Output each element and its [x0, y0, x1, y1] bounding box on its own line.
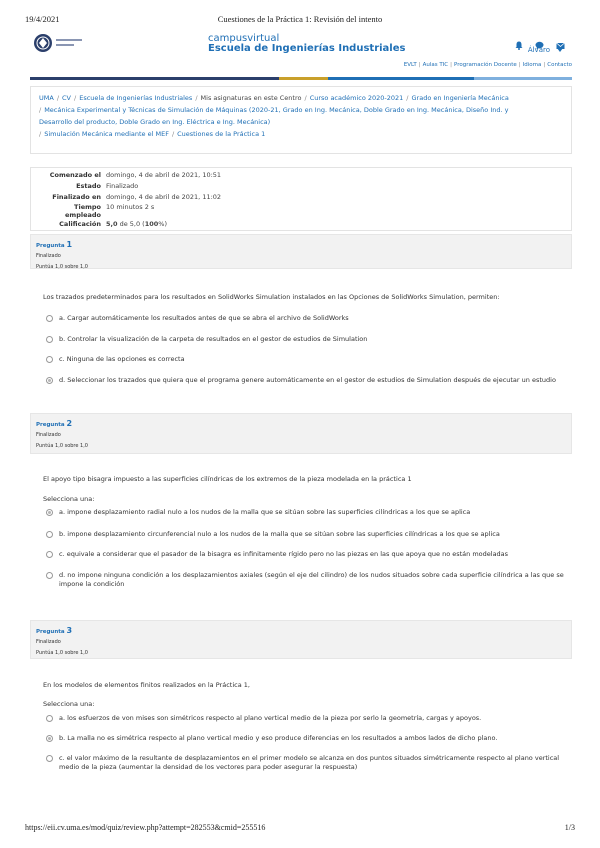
chevron-down-icon[interactable] — [557, 48, 563, 52]
link-aulas-tic[interactable]: Aulas TIC — [422, 62, 449, 68]
radio-button-selected[interactable] — [46, 509, 53, 516]
grade-value: 5,0 de 5,0 (100%) — [106, 220, 168, 228]
print-footer — [25, 823, 575, 835]
question-state: Finalizado — [36, 432, 61, 438]
question-text: En los modelos de elementos finitos realizados en la Práctica 1, — [43, 681, 250, 689]
answer-option[interactable]: b. Controlar la visualización de la carpeta de resultados en el gestor de estudios de Simulation — [46, 335, 566, 344]
finished-value: domingo, 4 de abril de 2021, 11:02 — [106, 193, 222, 201]
breadcrumb-course-cont[interactable]: Desarrollo del producto, Doble Grado en Ing. Eléctrica e Ing. Mecánica) — [39, 118, 271, 126]
answer-option[interactable]: c. el valor máximo de la resultante de desplazamientos en el primer modelo se alcanza en dos puntos situados simétricamente respecto al plano vertical medio de la pieza (aumentar la densidad de los vectores para poder asegurar la respuesta) — [46, 754, 566, 772]
bell-icon[interactable] — [515, 35, 523, 54]
breadcrumb: UMA / CV / Escuela de Ingenierías Industriales / Mis asignaturas en este Centro / Curso académico 2020-2021 / Grado en Ingeniería Mecánica / Mecánica Experimental y Técnicas de Simulación de Máquinas (2020-21, Grado en Ing. Mecánica, Doble Grado en Ing. Mecánica, Diseño Ind. y Desarrollo del producto, Doble Grado en Ing. Eléctrica e Ing. Mecánica) / Simulación Mecánica mediante el MEF / Cuestiones de la Práctica 1 — [30, 86, 572, 154]
site-header — [30, 30, 572, 76]
attempt-summary — [30, 167, 572, 231]
header-icons — [508, 35, 565, 45]
color-bar-segment — [328, 77, 474, 80]
breadcrumb-my-courses[interactable]: Mis asignaturas en este Centro — [200, 94, 302, 102]
answer-option[interactable]: d. no impone ninguna condición a los desplazamientos axiales (según el eje del cilindro) de los nudos situados sobre cada superficie cilíndrica a las que se impone la condición — [46, 571, 566, 589]
link-evlt[interactable]: EVLT — [403, 62, 417, 68]
time-label: Tiempo empleado — [65, 203, 101, 219]
grade-label: Calificación — [59, 220, 101, 228]
question-info — [30, 413, 572, 454]
radio-button-selected[interactable] — [46, 735, 53, 742]
answer-option[interactable]: a. los esfuerzos de von mises son simétricos respecto al plano vertical medio de la pieza por serlo la geometría, cargas y apoyos. — [46, 714, 566, 723]
color-bar-segment — [30, 77, 279, 80]
breadcrumb-course[interactable]: Mecánica Experimental y Técnicas de Simulación de Máquinas (2020-21, Grado en Ing. Mecánica, Doble Grado en Ing. Mecánica, Diseño Ind. y — [44, 106, 509, 114]
breadcrumb-section[interactable]: Simulación Mecánica mediante el MEF — [44, 130, 169, 138]
answer-option[interactable]: b. impone desplazamiento circunferencial nulo a los nudos de la malla que se sitúan sobre las superficies cilíndricas a los que se aplica — [46, 530, 566, 539]
answer-prompt: Selecciona una: — [43, 700, 95, 708]
answer-option[interactable]: c. equivale a considerar que el pasador de la bisagra es infinitamente rígido pero no las piezas en las que apoya que no están modeladas — [46, 550, 566, 559]
radio-button[interactable] — [46, 336, 53, 343]
question-number: Pregunta 3 — [36, 626, 73, 635]
state-value: Finalizado — [106, 182, 139, 190]
radio-button[interactable] — [46, 531, 53, 538]
started-value: domingo, 4 de abril de 2021, 10:51 — [106, 171, 222, 179]
question-info — [30, 234, 572, 269]
print-doc-title: Cuestiones de la Práctica 1: Revisión del intento — [217, 14, 383, 24]
print-page-number: 1/3 — [564, 823, 575, 832]
breadcrumb-degree[interactable]: Grado en Ingeniería Mecánica — [411, 94, 509, 102]
question-grade: Puntúa 1,0 sobre 1,0 — [36, 264, 88, 270]
color-bar-segment — [279, 77, 328, 80]
question-grade: Puntúa 1,0 sobre 1,0 — [36, 650, 88, 656]
breadcrumb-cv[interactable]: CV — [62, 94, 72, 102]
top-links: EVLT | Aulas TIC | Programación Docente | Idioma | Contacto — [403, 62, 572, 68]
breadcrumb-uma[interactable]: UMA — [39, 94, 54, 102]
state-label: Estado — [76, 182, 101, 190]
question-info — [30, 620, 572, 659]
started-label: Comenzado el — [49, 171, 101, 179]
answer-option[interactable]: d. Seleccionar los trazados que quiera que el programa genere automáticamente en el gestor de estudios de Simulation después de ejecutar un estudio — [46, 376, 566, 385]
question-state: Finalizado — [36, 639, 61, 645]
time-value: 10 minutos 2 s — [106, 203, 155, 211]
radio-button[interactable] — [46, 715, 53, 722]
campus-label: campusvirtual — [208, 33, 280, 44]
print-date: 19/4/2021 — [25, 14, 60, 24]
breadcrumb-quiz[interactable]: Cuestiones de la Práctica 1 — [177, 130, 266, 138]
link-contacto[interactable]: Contacto — [547, 62, 572, 68]
print-header — [25, 14, 575, 26]
question-state: Finalizado — [36, 253, 61, 259]
answer-option[interactable]: a. Cargar automáticamente los resultados antes de que se abra el archivo de SolidWorks — [46, 314, 566, 323]
radio-button[interactable] — [46, 572, 53, 579]
breadcrumb-academic-year[interactable]: Curso académico 2020-2021 — [309, 94, 404, 102]
answer-prompt: Selecciona una: — [43, 495, 95, 503]
color-bar — [30, 77, 572, 80]
print-url: https://eii.cv.uma.es/mod/quiz/review.php?attempt=282553&cmid=255516 — [25, 823, 266, 832]
breadcrumb-school[interactable]: Escuela de Ingenierías Industriales — [79, 94, 193, 102]
question-number: Pregunta 1 — [36, 240, 73, 249]
answer-option[interactable]: b. La malla no es simétrica respecto al plano vertical medio y eso produce diferencias en los resultados a ambos lados de dicho plano. — [46, 734, 566, 743]
answer-option[interactable]: c. Ninguna de las opciones es correcta — [46, 355, 566, 364]
link-programacion-docente[interactable]: Programación Docente — [454, 62, 517, 68]
question-text: El apoyo tipo bisagra impuesto a las superficies cilíndricas de los extremos de la pieza modelada en la práctica 1 — [43, 475, 412, 483]
radio-button[interactable] — [46, 755, 53, 762]
school-title[interactable]: Escuela de Ingenierías Industriales — [208, 43, 406, 54]
university-logo[interactable] — [33, 32, 93, 54]
question-text: Los trazados predeterminados para los resultados en SolidWorks Simulation instalados en las Opciones de SolidWorks Simulation, permiten: — [43, 293, 500, 301]
answer-option[interactable]: a. impone desplazamiento radial nulo a los nudos de la malla que se sitúan sobre las superficies cilíndricas a los que se aplica — [46, 508, 566, 517]
radio-button-selected[interactable] — [46, 377, 53, 384]
radio-button[interactable] — [46, 315, 53, 322]
question-grade: Puntúa 1,0 sobre 1,0 — [36, 443, 88, 449]
radio-button[interactable] — [46, 356, 53, 363]
radio-button[interactable] — [46, 551, 53, 558]
color-bar-segment — [474, 77, 572, 80]
finished-label: Finalizado en — [52, 193, 101, 201]
link-idioma[interactable]: Idioma — [522, 62, 542, 68]
question-number: Pregunta 2 — [36, 419, 73, 428]
user-menu[interactable]: Álvaro — [527, 46, 550, 54]
